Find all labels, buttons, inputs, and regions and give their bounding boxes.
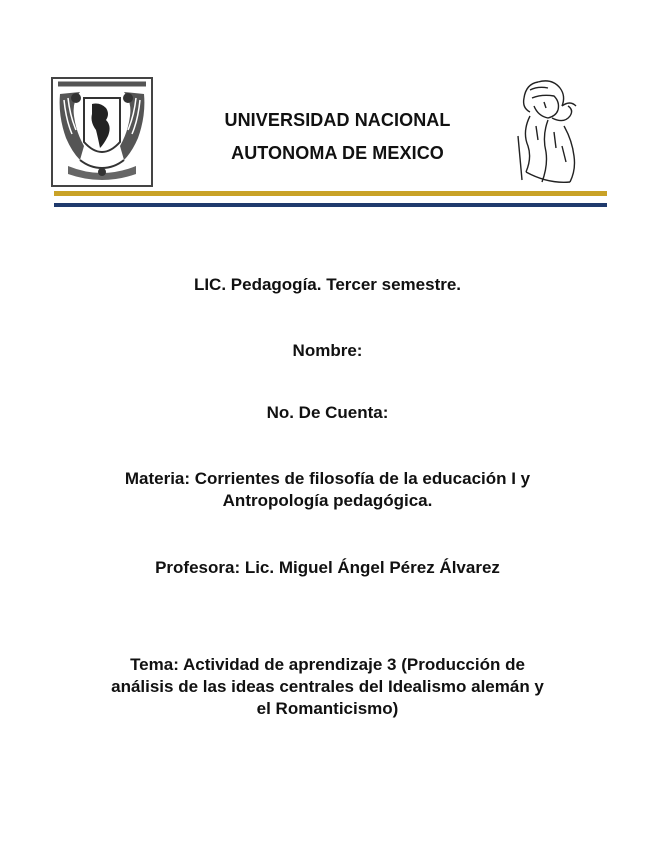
account-number-label: No. De Cuenta: [266, 403, 389, 422]
header-navy-rule [54, 203, 607, 207]
subject-block [40, 468, 615, 512]
university-name-line2: AUTONOMA DE MEXICO [231, 143, 444, 163]
professor-line: Profesora: Lic. Miguel Ángel Pérez Álvarez [155, 558, 500, 577]
athena-statue-icon [508, 76, 590, 188]
university-header [0, 0, 655, 215]
topic-line2: análisis de las ideas centrales del Idealismo alemán y [111, 677, 544, 696]
university-name-line1: UNIVERSIDAD NACIONAL [224, 110, 451, 130]
topic-block [40, 654, 615, 720]
topic-line3: el Romanticismo) [256, 699, 399, 718]
topic-line1: Tema: Actividad de aprendizaje 3 (Producción de [130, 655, 525, 674]
subject-line1: Materia: Corrientes de filosofía de la educación I y [124, 469, 531, 488]
program-line: LIC. Pedagogía. Tercer semestre. [193, 275, 462, 294]
subject-line2: Antropología pedagógica. [222, 491, 433, 510]
unam-escudo-icon [50, 76, 154, 188]
header-gold-rule [54, 191, 607, 196]
name-label: Nombre: [292, 341, 363, 360]
